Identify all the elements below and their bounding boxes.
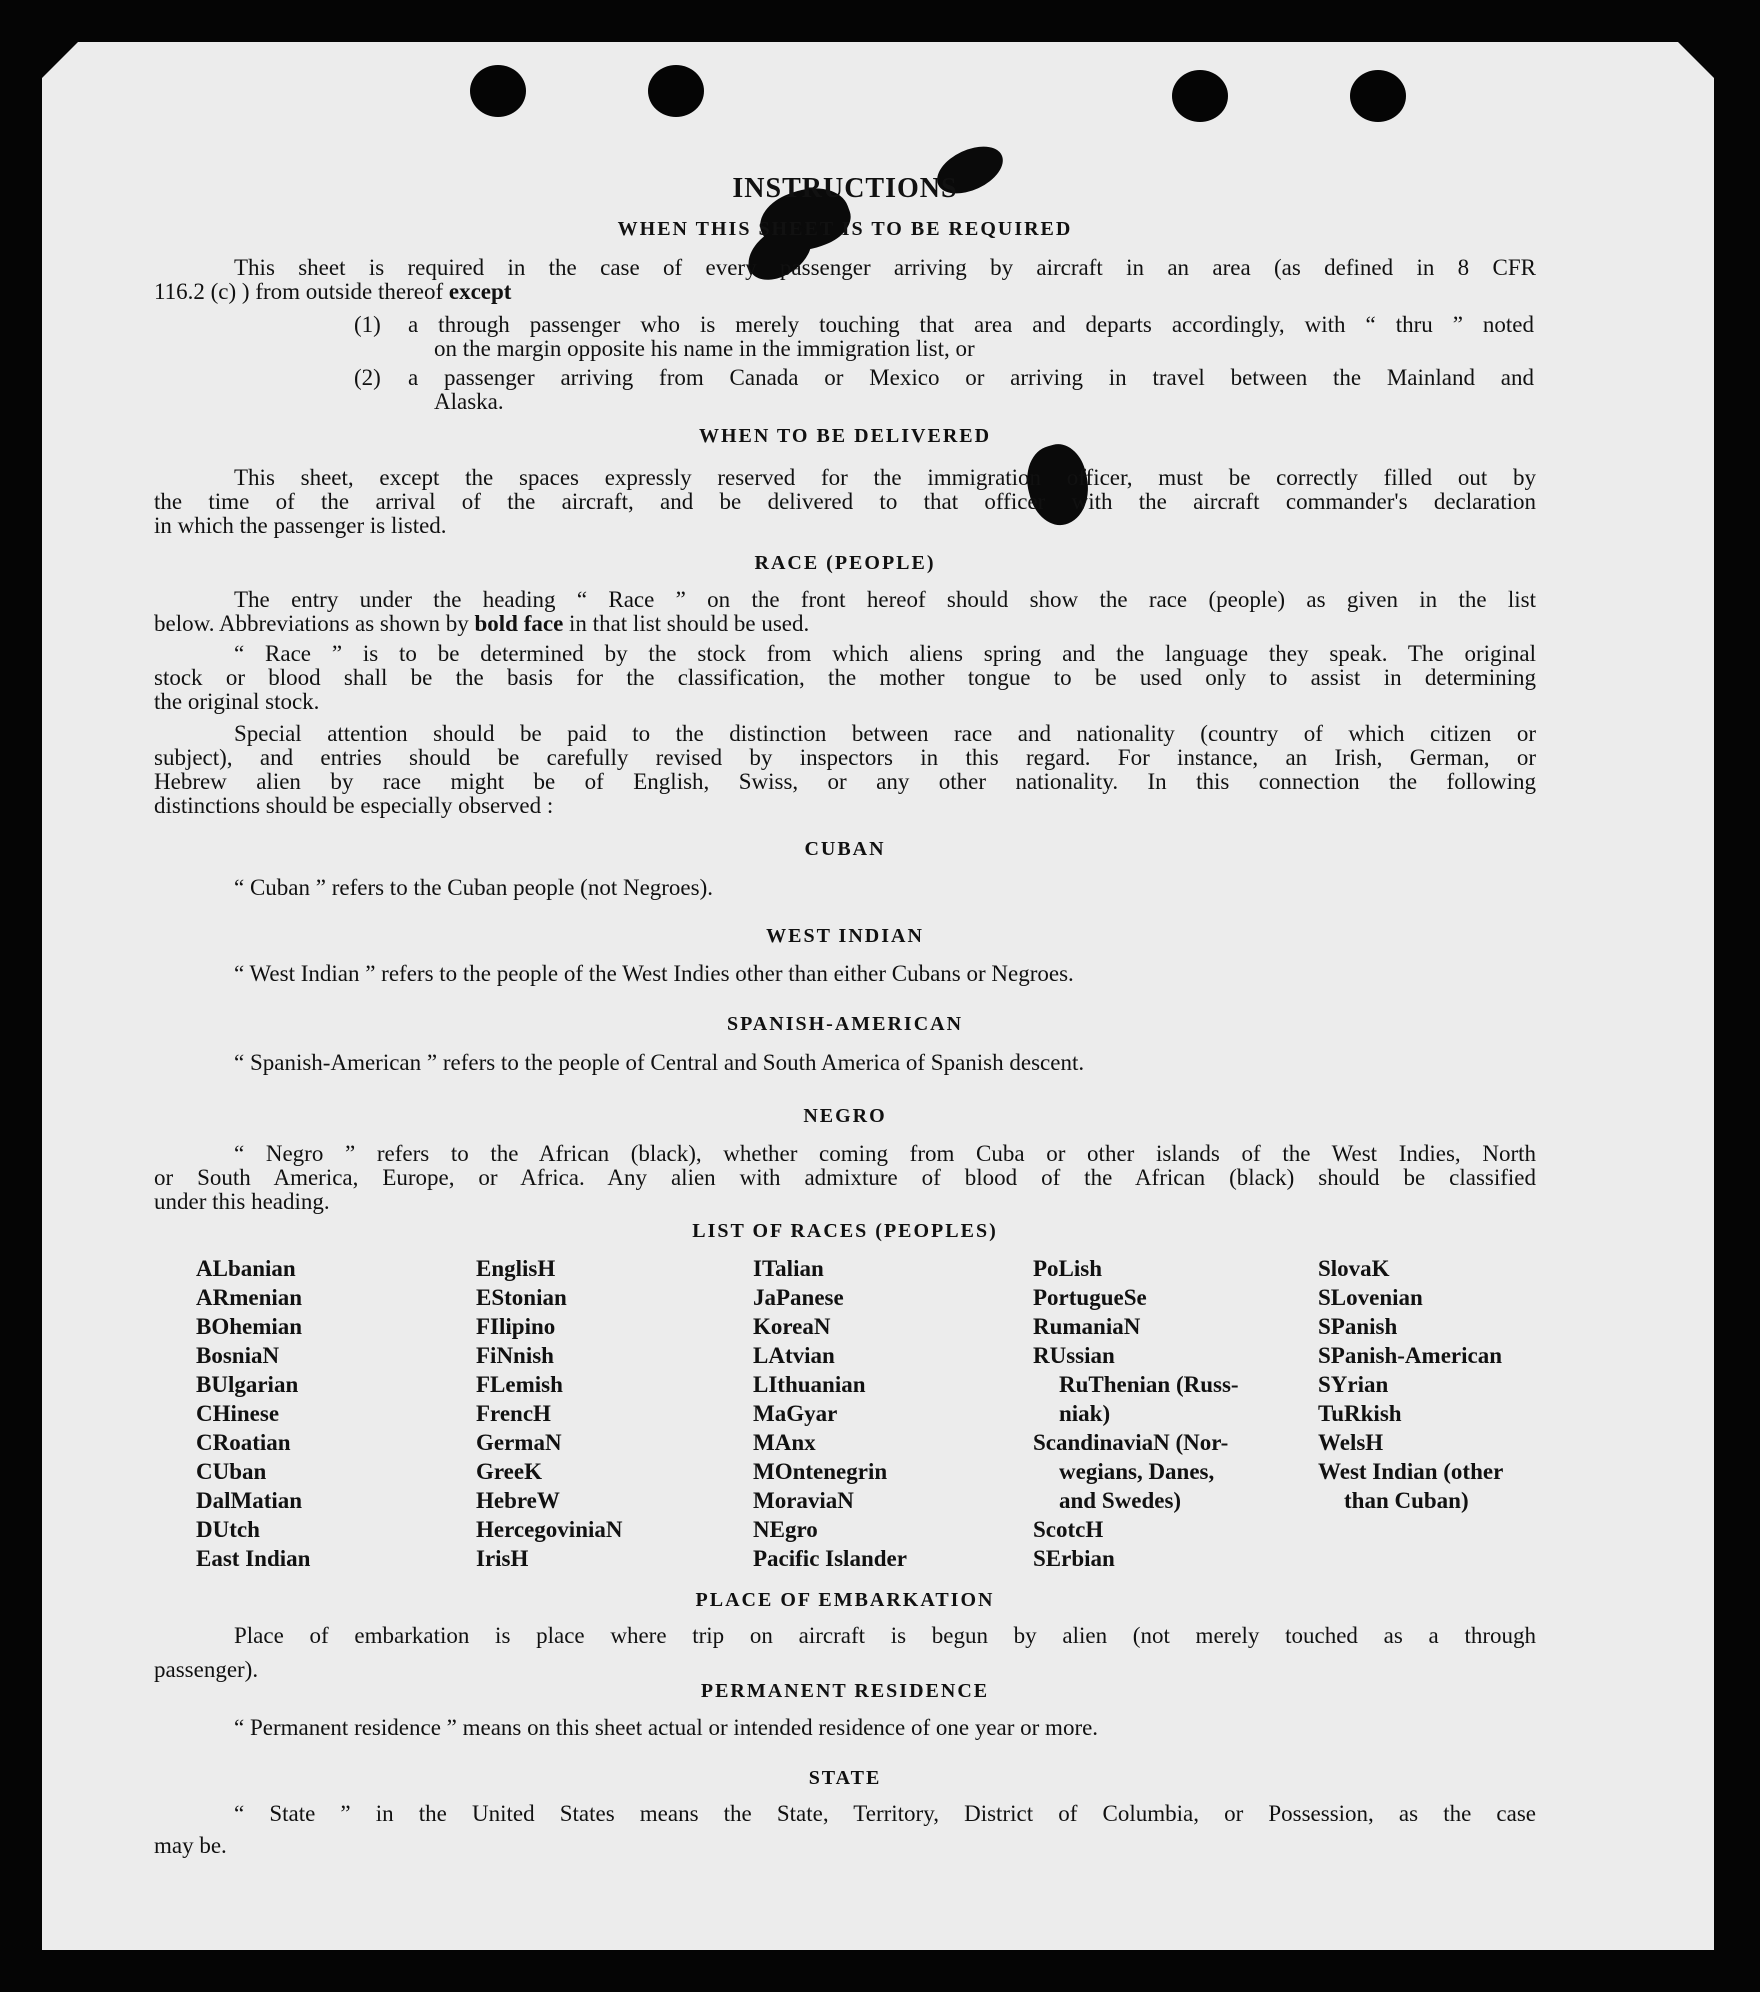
race-p3-line-4: distinctions should be especially observed : xyxy=(154,793,554,818)
punch-hole xyxy=(1350,70,1406,122)
race-item: RUssian xyxy=(1033,1343,1115,1368)
race-item: ITalian xyxy=(753,1256,824,1281)
punch-hole xyxy=(1172,70,1228,122)
race-item: SPanish xyxy=(1318,1314,1398,1339)
race-item: ScotcH xyxy=(1033,1517,1104,1542)
when-required-intro: This sheet is required in the case of every passenger arriving by aircraft in an area (as defined in 8 CFR xyxy=(234,255,1536,280)
race-item: EStonian xyxy=(476,1285,567,1310)
race-p2-line-2: stock or blood shall be the basis for the classification, the mother tongue to be used only to assist in determining xyxy=(154,665,1536,690)
list-item-2 xyxy=(354,366,1534,414)
race-item: PoLish xyxy=(1033,1256,1103,1281)
race-item: MoraviaN xyxy=(753,1488,854,1513)
race-item: CUban xyxy=(196,1459,267,1484)
when-required-intro-cont xyxy=(154,280,1536,304)
race-item: HercegoviniaN xyxy=(476,1517,623,1542)
punch-hole xyxy=(470,65,526,117)
section-heading-embarkation: PLACE OF EMBARKATION xyxy=(695,1589,995,1611)
race-item: BUlgarian xyxy=(196,1372,299,1397)
intro-bold-except: except xyxy=(448,279,512,304)
state-line-1: “ State ” in the United States means the State, Territory, District of Columbia, or Possession, as the case xyxy=(234,1801,1536,1826)
section-heading-when-required: WHEN THIS SHEET IS TO BE REQUIRED xyxy=(617,218,1073,240)
race-p1-text-end: in that list should be used. xyxy=(569,611,810,636)
race-item: WelsH xyxy=(1318,1430,1384,1455)
section-heading-when-delivered: WHEN TO BE DELIVERED xyxy=(698,425,992,447)
race-item: PortugueSe xyxy=(1033,1285,1147,1310)
race-item-cont: wegians, Danes, xyxy=(1059,1459,1215,1484)
race-item: TuRkish xyxy=(1318,1401,1402,1426)
race-item-cont: than Cuban) xyxy=(1344,1488,1469,1513)
race-item: JaPanese xyxy=(753,1285,844,1310)
race-item: FLemish xyxy=(476,1372,563,1397)
negro-line-3: under this heading. xyxy=(154,1189,330,1214)
race-item: HebreW xyxy=(476,1488,560,1513)
race-item: SlovaK xyxy=(1318,1256,1390,1281)
delivered-line-3: in which the passenger is listed. xyxy=(154,513,447,538)
race-item: MaGyar xyxy=(753,1401,838,1426)
state-line-2: may be. xyxy=(154,1833,227,1858)
race-p1-line-1: The entry under the heading “ Race ” on the front hereof should show the race (people) as given in the list xyxy=(234,587,1536,612)
race-item: DalMatian xyxy=(196,1488,303,1513)
race-item: ARmenian xyxy=(196,1285,303,1310)
race-p2-line-3: the original stock. xyxy=(154,689,320,714)
race-item: BOhemian xyxy=(196,1314,303,1339)
race-item: BosniaN xyxy=(196,1343,280,1368)
race-item: KoreaN xyxy=(753,1314,831,1339)
section-heading-negro: NEGRO xyxy=(803,1105,887,1127)
race-item: RumaniaN xyxy=(1033,1314,1141,1339)
race-item: IrisH xyxy=(476,1546,529,1571)
delivered-line-2: the time of the arrival of the aircraft, and be delivered to that officer with the aircraft commander's declaration xyxy=(154,489,1536,514)
race-p3-line-1: Special attention should be paid to the distinction between race and nationality (country of which citizen or xyxy=(234,721,1536,746)
race-p3-line-2: subject), and entries should be carefully revised by inspectors in this regard. For instance, an Irish, German, or xyxy=(154,745,1536,770)
intro-text: 116.2 (c) ) from outside thereof xyxy=(154,279,444,304)
race-p1-line-2 xyxy=(154,612,1536,636)
delivered-line-1: This sheet, except the spaces expressly reserved for the immigration officer, must be correctly filled out by xyxy=(234,465,1536,490)
embarkation-line-1: Place of embarkation is place where trip on aircraft is begun by alien (not merely touched as a through xyxy=(234,1623,1536,1648)
section-heading-state: STATE xyxy=(808,1767,882,1789)
negro-line-2: or South America, Europe, or Africa. Any alien with admixture of blood of the African (black) should be classified xyxy=(154,1165,1536,1190)
race-item: MAnx xyxy=(753,1430,816,1455)
race-item: CHinese xyxy=(196,1401,280,1426)
race-item: SPanish-American xyxy=(1318,1343,1502,1368)
race-item: FrencH xyxy=(476,1401,551,1426)
race-item: LIthuanian xyxy=(753,1372,866,1397)
race-p1-text: below. Abbreviations as shown by xyxy=(154,611,469,636)
west-indian-text: “ West Indian ” refers to the people of the West Indies other than either Cubans or Negroes. xyxy=(234,961,1074,986)
race-item: ALbanian xyxy=(196,1256,296,1281)
race-item: SErbian xyxy=(1033,1546,1115,1571)
race-p1-bold: bold face xyxy=(474,611,564,636)
section-heading-list-of-races: LIST OF RACES (PEOPLES) xyxy=(692,1220,998,1242)
cuban-text: “ Cuban ” refers to the Cuban people (not Negroes). xyxy=(234,875,714,900)
race-item: Pacific Islander xyxy=(753,1546,907,1571)
section-heading-west-indian: WEST INDIAN xyxy=(766,925,924,947)
race-item: SLovenian xyxy=(1318,1285,1423,1310)
item-number: (2) xyxy=(354,365,381,390)
section-heading-residence: PERMANENT RESIDENCE xyxy=(700,1680,990,1702)
negro-line-1: “ Negro ” refers to the African (black), whether coming from Cuba or other islands of the West Indies, North xyxy=(234,1141,1536,1166)
list-item-1 xyxy=(354,313,1534,361)
punch-hole xyxy=(648,65,704,117)
race-item: EnglisH xyxy=(476,1256,556,1281)
race-p2-line-1: “ Race ” is to be determined by the stock from which aliens spring and the language they speak. The original xyxy=(234,641,1536,666)
section-heading-race: RACE (PEOPLE) xyxy=(754,552,936,574)
section-heading-spanish-american: SPANISH-AMERICAN xyxy=(726,1013,964,1035)
race-item: LAtvian xyxy=(753,1343,835,1368)
race-column-4 xyxy=(1033,1254,1239,1573)
race-item: CRoatian xyxy=(196,1430,291,1455)
residence-text: “ Permanent residence ” means on this sheet actual or intended residence of one year or more. xyxy=(234,1715,1099,1740)
race-item: East Indian xyxy=(196,1546,311,1571)
race-item: FiNnish xyxy=(476,1343,554,1368)
item-text-cont: Alaska. xyxy=(434,389,504,414)
race-item: SYrian xyxy=(1318,1372,1389,1397)
race-item-cont: niak) xyxy=(1059,1401,1111,1426)
race-column-3 xyxy=(753,1254,907,1573)
race-column-1 xyxy=(196,1254,310,1573)
race-item: FIlipino xyxy=(476,1314,556,1339)
race-item: MOntenegrin xyxy=(753,1459,888,1484)
race-column-5 xyxy=(1318,1254,1503,1515)
spanish-american-text: “ Spanish-American ” refers to the people of Central and South America of Spanish descent. xyxy=(234,1050,1085,1075)
race-item: GermaN xyxy=(476,1430,562,1455)
race-p3-line-3: Hebrew alien by race might be of English, Swiss, or any other nationality. In this connection the following xyxy=(154,769,1536,794)
race-item: DUtch xyxy=(196,1517,260,1542)
race-item-cont: RuThenian (Russ- xyxy=(1059,1372,1239,1397)
race-column-2 xyxy=(476,1254,623,1573)
race-item: West Indian (other xyxy=(1318,1459,1504,1484)
race-item: GreeK xyxy=(476,1459,542,1484)
item-number: (1) xyxy=(354,312,381,337)
item-text-cont: on the margin opposite his name in the immigration list, or xyxy=(434,336,975,361)
embarkation-line-2: passenger). xyxy=(154,1657,259,1682)
item-text: a passenger arriving from Canada or Mexico or arriving in travel between the Mainland and xyxy=(408,365,1534,390)
page-title: INSTRUCTIONS xyxy=(732,173,958,204)
race-item-cont: and Swedes) xyxy=(1059,1488,1182,1513)
section-heading-cuban: CUBAN xyxy=(804,838,886,860)
race-item: ScandinaviaN (Nor- xyxy=(1033,1430,1229,1455)
race-item: NEgro xyxy=(753,1517,818,1542)
item-text: a through passenger who is merely touching that area and departs accordingly, with “ thru ” noted xyxy=(408,312,1534,337)
